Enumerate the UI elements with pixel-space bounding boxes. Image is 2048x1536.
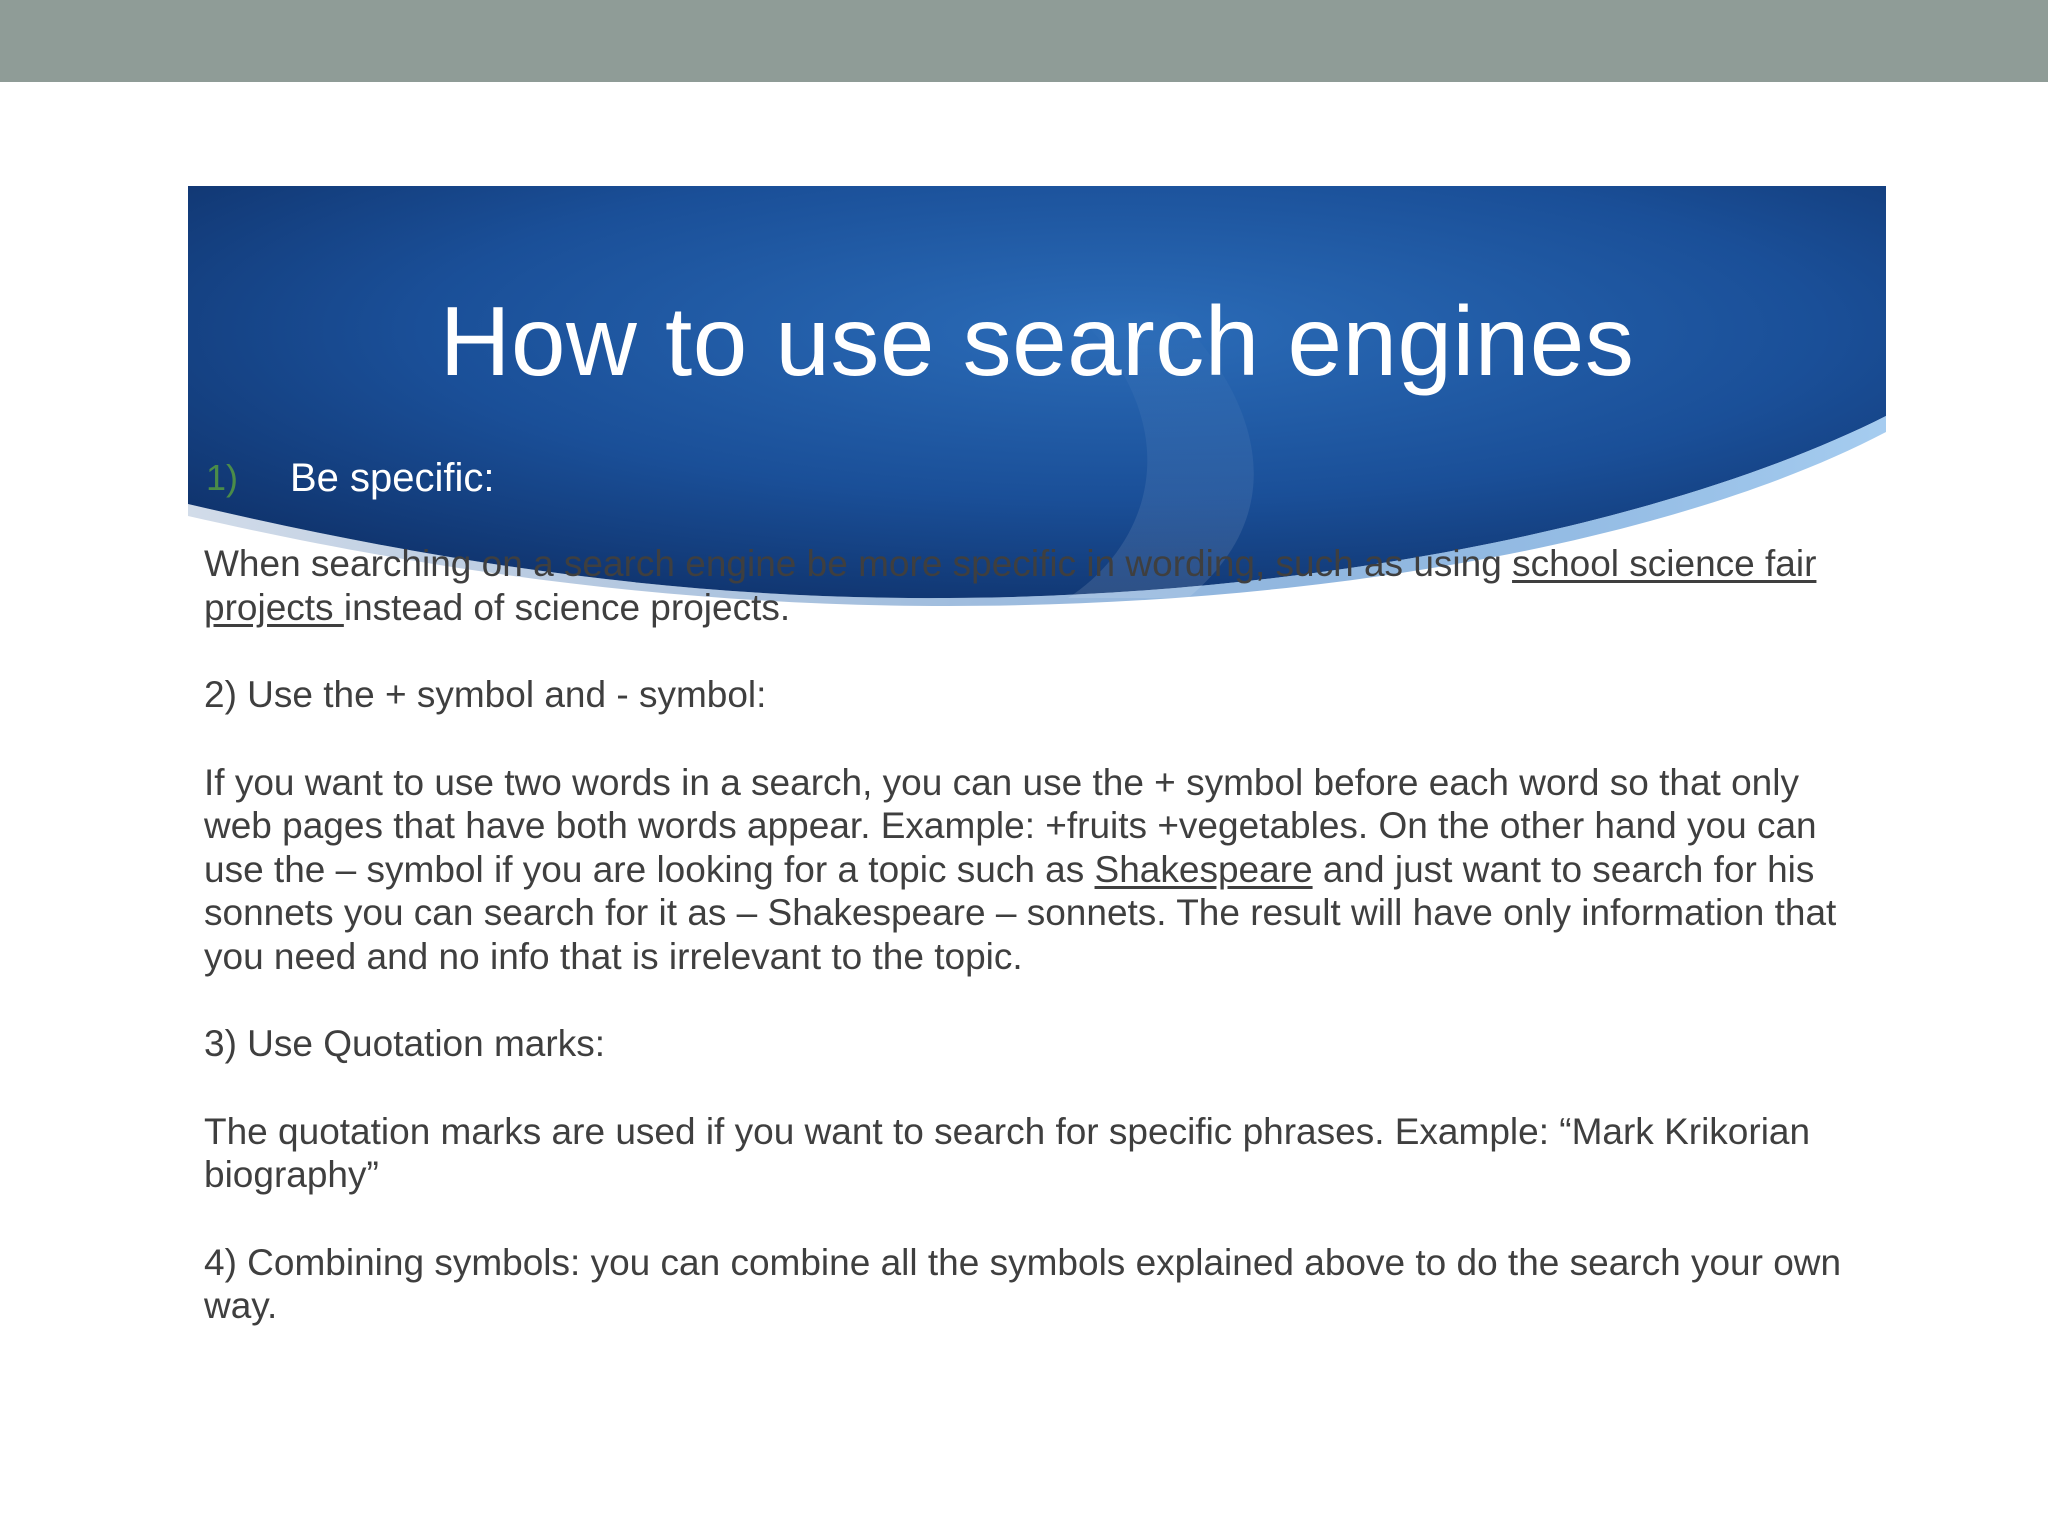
- item-2-heading: 2) Use the + symbol and - symbol:: [204, 674, 767, 715]
- item-4-paragraph: 4) Combining symbols: you can combine all the symbols explained above to do the search your own way.: [204, 1241, 1842, 1326]
- item-1-paragraph: [204, 542, 1874, 629]
- slide-title: How to use search engines: [439, 286, 1635, 396]
- item-2-text-b: and just want to search for his sonnets you can search for it as – Shakespeare – sonnets. The result will have only information that you need and no info that is irrelevant to the topic.: [204, 848, 1837, 977]
- item-1-text-b: instead of science projects.: [343, 586, 791, 628]
- shakespeare-link[interactable]: Shakespeare: [1094, 848, 1313, 890]
- top-bar: [0, 0, 2048, 82]
- item-1-heading: Be specific:: [290, 456, 495, 500]
- school-science-fair-projects-link[interactable]: school science fair projects: [204, 543, 1817, 628]
- item-2-paragraph: [204, 761, 1874, 979]
- body-text: [204, 542, 1874, 1372]
- item-3-heading: 3) Use Quotation marks:: [204, 1023, 605, 1064]
- item-2-text-a: If you want to use two words in a search, you can use the + symbol before each word so that only web pages that have both words appear. Example: +fruits +vegetables. On the other hand you can use the – symbol if you are looking for a topic such as: [204, 761, 1817, 890]
- slide-image: [188, 186, 1886, 1416]
- item-3-paragraph: The quotation marks are used if you want to search for specific phrases. Example: “Mark Krikorian biography”: [204, 1110, 1811, 1195]
- item-1-number: 1): [206, 457, 239, 498]
- item-1-text-a: When searching on a search engine be more specific in wording, such as using: [204, 543, 1513, 584]
